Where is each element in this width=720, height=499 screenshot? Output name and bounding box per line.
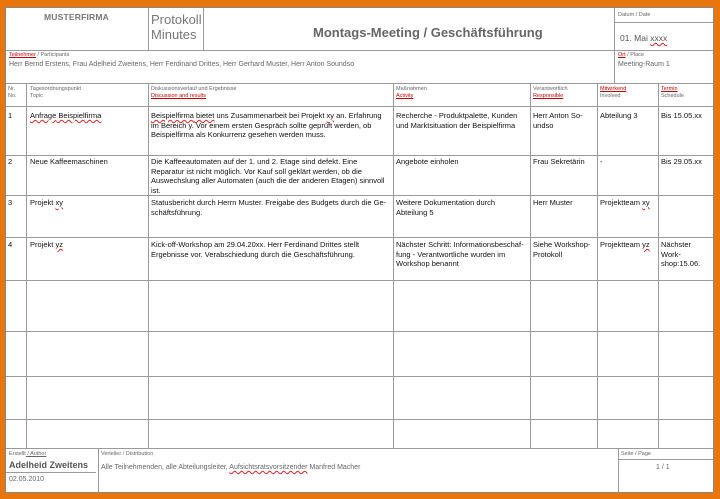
row4-discussion: Kick-off-Workshop am 29.04.20xx. Herr Ferdinand Drittes stellt Ergebnisse vor. Verabschiedung durch die Geschäftsführung.	[151, 240, 360, 259]
row1-involved: Abteilung 3	[600, 111, 638, 120]
distribution-list: Alle Teilnehmenden, alle Abteilungsleiter, Aufsichtsratsvorsitzender Manfred Macher	[101, 464, 361, 471]
participants-label-en: / Participants	[35, 52, 70, 58]
participants-list: Herr Bernd Erstens, Frau Adelheid Zweitens, Herr Ferdinand Drittes, Herr Gerhard Muster, Herr Anton Soundso	[9, 61, 355, 68]
row2-discussion: Die Kaffeeautomaten auf der 1. und 2. Etage sind defekt. Eine Reparatur ist nicht möglich. Vor Kauf soll geklärt werden, ob die Auswechslung aller Automaten (auch die der anderen Etagen) sinnvoll ist.	[151, 157, 385, 195]
row1-responsible: Herr Anton Soundso	[533, 111, 583, 130]
row4-no: 4	[8, 240, 13, 249]
row3-topic: Projekt xy	[30, 198, 63, 207]
protocol-label-en: Minutes	[151, 27, 197, 42]
place-label-de: Ort	[618, 52, 626, 58]
author-label: Erstellt / Author	[9, 451, 47, 457]
page-label: Seite / Page	[621, 451, 651, 457]
participants-label-de: Teilnehmer	[9, 52, 36, 58]
protocol-sheet	[5, 7, 714, 493]
row3-no: 3	[8, 198, 13, 207]
col-header-discussion: Diskussionsverlauf und Ergebnisse Discussion and results	[151, 86, 237, 99]
row4-activity: Nächster Schritt: Informationsbeschaffung - Verantwortliche wurden im Workshop benannt	[396, 240, 524, 269]
row4-involved: Projektteam yz	[600, 240, 650, 249]
row2-no: 2	[8, 157, 13, 166]
row2-schedule: Bis 29.05.xx	[661, 157, 702, 166]
row2-involved: -	[600, 157, 603, 166]
col-header-schedule: Termin Schedule	[661, 86, 684, 99]
col-header-activity: Maßnahmen Activity	[396, 86, 427, 99]
row2-responsible: Frau Sekretärin	[533, 157, 585, 166]
date-label: Datum / Date	[618, 12, 651, 18]
row1-activity: Recherche - Produktpalette, Kunden und Marktsituation der Beispielfirma	[396, 111, 518, 130]
row4-topic: Projekt yz	[30, 240, 63, 249]
meeting-date-day: 01. Mai	[620, 33, 648, 43]
row3-involved: Projektteam xy	[600, 198, 650, 207]
row3-responsible: Herr Muster	[533, 198, 573, 207]
participants-label	[9, 52, 69, 59]
col-header-no: Nr. No.	[8, 86, 17, 99]
meeting-title: Montags-Meeting / Geschäftsführung	[313, 25, 543, 40]
page-number: 1 / 1	[656, 464, 670, 471]
company-name: MUSTERFIRMA	[44, 12, 109, 22]
col-header-responsible: Verantwortlich Responsible	[533, 86, 568, 99]
meeting-date-year: xxxx	[650, 33, 668, 43]
row1-topic: Anfrage Beispielfirma	[30, 111, 102, 120]
row2-topic: Neue Kaffeemaschinen	[30, 157, 108, 166]
row4-responsible: Siehe Workshop-Protokoll	[533, 240, 591, 259]
row4-schedule: Nächster Workshop:15.06.	[661, 240, 701, 269]
protocol-label-de: Protokoll	[151, 12, 202, 27]
col-header-topic: Tagesordnungspunkt Topic	[30, 86, 82, 99]
row3-discussion: Statusbericht durch Herrn Muster. Freigabe des Budgets durch die Geschäftsführung.	[151, 198, 387, 217]
col-header-involved: Mitwirkend Involved	[600, 86, 627, 99]
meeting-place: Meeting-Raum 1	[618, 61, 670, 68]
row1-discussion: Beispielfirma bietet uns Zusammenarbeit bei Projekt xy an. Erfahrung im Bereich y. Vor einem ersten Gespräch sollte geprüft werden, ob Beispielfirma als Konkurrenz gesehen werden muss.	[151, 111, 382, 140]
author-name: Adelheid Zweitens	[9, 460, 89, 470]
distribution-label: Verteiler / Distribution	[101, 451, 154, 457]
row3-activity: Weitere Dokumentation durch Abteilung 5	[396, 198, 496, 217]
author-date: 02.05.2010	[9, 476, 45, 483]
place-label	[618, 52, 644, 59]
row2-activity: Angebote einholen	[396, 157, 459, 166]
meeting-date	[620, 33, 667, 43]
row1-no: 1	[8, 111, 13, 120]
row1-schedule: Bis 15.05.xx	[661, 111, 702, 120]
place-label-en: / Place	[625, 52, 644, 58]
